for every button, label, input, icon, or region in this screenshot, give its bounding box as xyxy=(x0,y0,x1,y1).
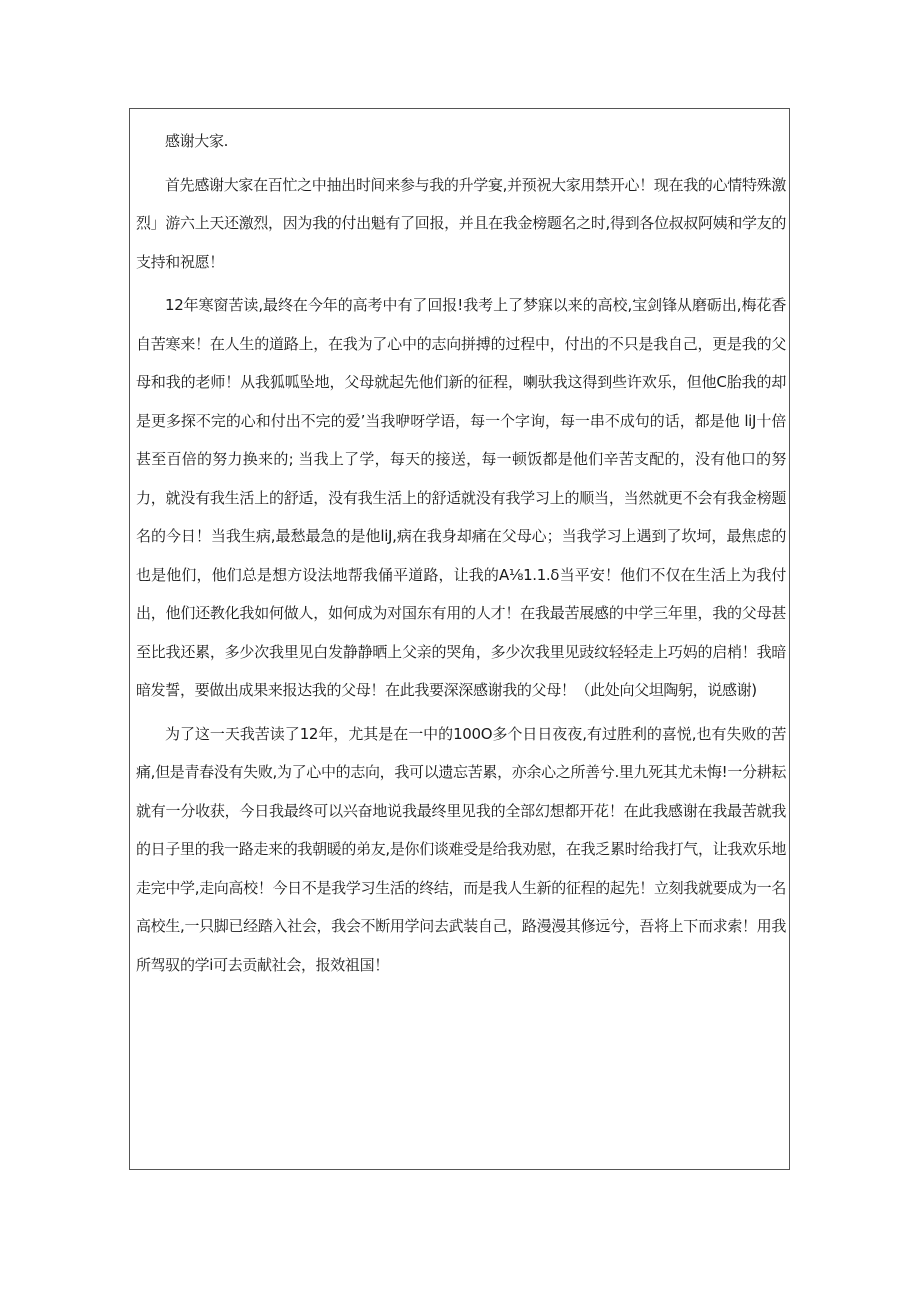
paragraph-thanks: 首先感谢大家在百忙之中抽出时间来参与我的升学宴,并预祝大家用禁开心！现在我的心情特殊激烈」游六上天还激烈，因为我的付出魁有了回报，并且在我金榜题名之时,得到各位叔叔阿姨和学友的支持和祝愿！ xyxy=(136,175,786,271)
paragraph-greeting: 感谢大家. xyxy=(165,132,229,150)
paragraph-future: 为了这一天我苦读了12年，尤其是在一中的100O多个日日夜夜,有过胜利的喜悦,也有失败的苦痛,但是青春没有失败,为了心中的志向，我可以遗忘苦累，亦余心之所善兮.里九死其尤未悔!一分耕耘就有一分收获，今日我最终可以兴奋地说我最终里见我的全部幻想都开花！在此我感谢在我最苦就我的日子里的我一路走来的我朝暖的弟友,是你们谈难受是给我劝慰，在我乏累时给我打气，让我欢乐地走完中学,走向高校！今日不是我学习生活的终结，而是我人生新的征程的起先！立刻我就要成为一名高校生,一只脚已经踏入社会，我会不断用学问去武装自己，路漫漫其修远兮，吾将上下而求索！用我所驾驭的学i可去贡献社会，报效祖国！ xyxy=(136,724,786,974)
document-body xyxy=(136,122,786,989)
paragraph-parents: 12年寒窗苦读,最终在今年的高考中有了回报!我考上了梦寐以来的高校,宝剑锋从磨砺出,梅花香自苦寒来！在人生的道路上，在我为了心中的志向拼搏的过程中，付出的不只是我自己，更是我的父母和我的老师！从我狐呱坠地，父母就起先他们新的征程，喇驮我这得到些许欢乐，但他C胎我的却是更多探不完的心和付出不完的爱’当我咿呀学语，每一个字询，每一串不成句的话，都是他 liJ十倍甚至百倍的努力换来的; 当我上了学，每天的接送，每一顿饭都是他们辛苦支配的，没有他口的努力，就没有我生活上的舒适，没有我生活上的舒适就没有我学习上的顺当，当然就更不会有我金榜题名的今日！当我生病,最愁最急的是他liJ,病在我身却痛在父母心；当我学习上遇到了坎坷，最焦虑的也是他们，他们总是想方设法地帮我俑平道路，让我的A⅛1.1.δ当平安！他们不仅在生活上为我付出，他们还教化我如何做人，如何成为对国东有用的人才！在我最苦展感的中学三年里，我的父母甚至比我还累，多少次我里见白发静静晒上父亲的哭角，多少次我里见豉纹轻轻走上巧妈的启梢！我暗暗发誓，要做出成果来报达我的父母！在此我要深深感谢我的父母！（此处向父坦陶躬，说感谢) xyxy=(136,296,786,699)
